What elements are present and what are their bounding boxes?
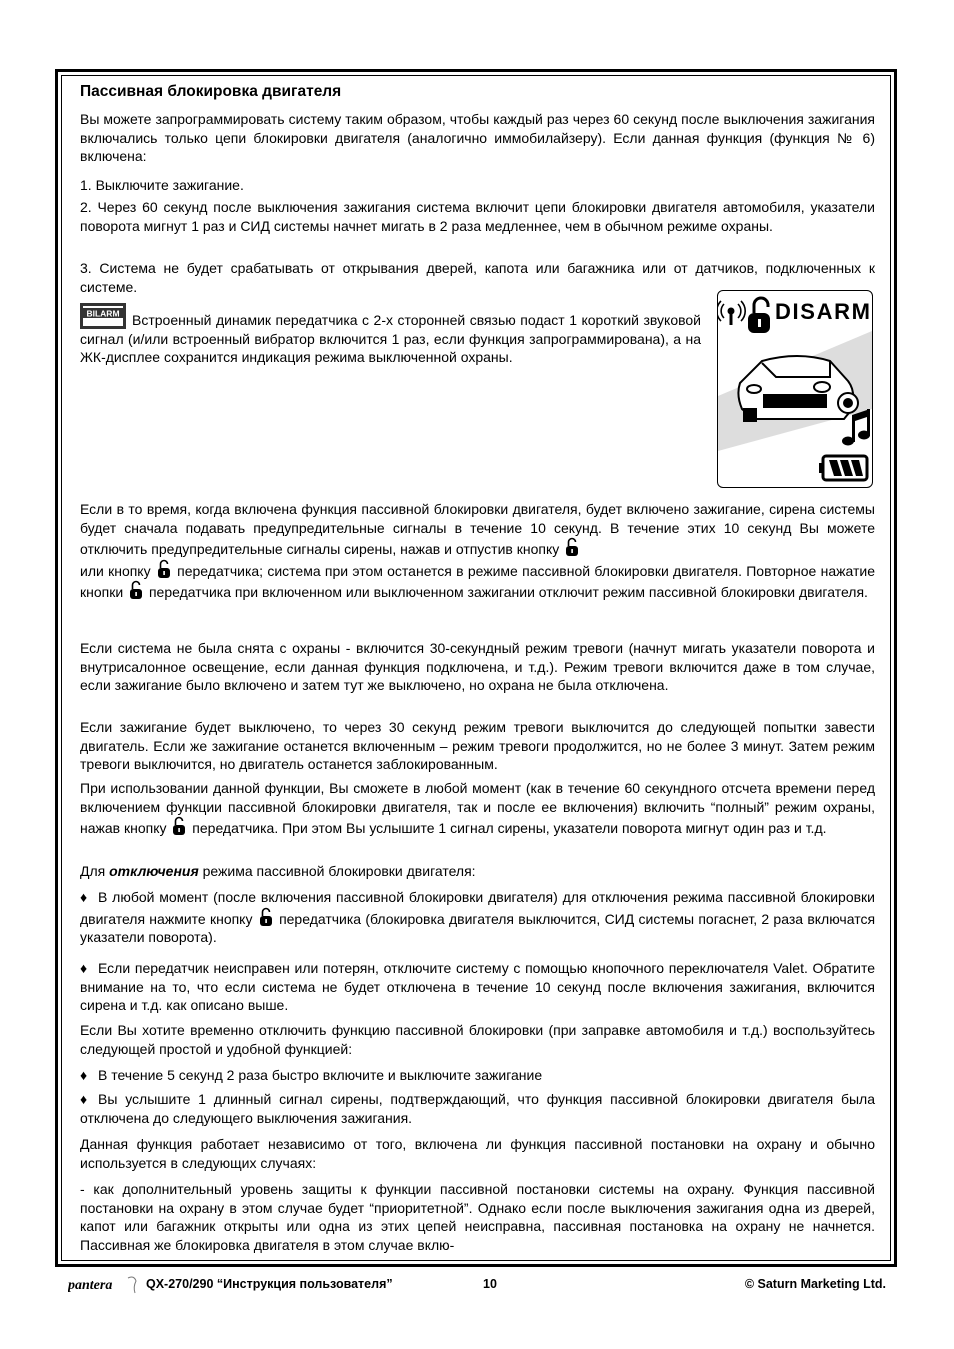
lock-button-icon	[565, 537, 579, 557]
unlock-icon	[748, 298, 770, 333]
temp-disable-paragraph: Если Вы хотите временно отключить функцию пассивной блокировки (при заправке автомобиля и т.д.) воспользуйтесь следующей простой и удобной функцией:	[80, 1022, 875, 1057]
bullet-4-text: Вы услышите 1 длинный сигнал сирены, подтверждающий, что функция пассивной блокировки двигателя была отключена до следующего выключения зажигания.	[80, 1091, 875, 1126]
unlock-button-icon	[129, 580, 143, 600]
full-arm-text-1: При использовании данной функции, Вы сможете в любой момент (как в течение 60 секундного отсчета времени перед включением функции пассивной блокировки двигателя, так и после ее включения) включить “полный” режим охраны, нажав кнопку	[80, 780, 875, 837]
last-paragraph: - как дополнительный уровень защиты к функции пассивной постановки системы на охрану. Функция пассивной постановки на охрану в этом случае будет “приоритетной”. Однако если после выключения зажигания одна из дверей, капот или багажник открыты или одна из этих цепей неисправна, пассивная постановка на охрану не начнется. Пассивная же блокировка двигателя в этом случае вклю-	[80, 1181, 875, 1253]
bilarm-logo-text: BILARM	[86, 308, 120, 319]
disable-prefix: Для	[80, 863, 110, 879]
full-arm-text-2: передатчика. При этом Вы услышите 1 сигнал сирены, указатели поворота мигнут один раз и т.д.	[192, 820, 827, 837]
disable-intro	[80, 862, 875, 881]
bilarm-paragraph	[80, 303, 701, 367]
section-title: Пассивная блокировка двигателя	[80, 83, 342, 100]
warning-text-4: передатчика при включенном или выключенном зажигании отключит режим пассивной блокировки двигателя.	[148, 584, 868, 601]
independent-paragraph: Данная функция работает независимо от того, включена ли функция пассивной постановки на охрану и обычно используется в следующих случаях:	[80, 1136, 875, 1171]
bullet-icon: ♦	[80, 1091, 88, 1107]
alarm-paragraph: Если система не была снята с охраны - включится 30-секундный режим тревоги (начнут мигать указатели поворота и внутрисалонное освещение, если данная функция подключена, и т.д.). Режим тревоги включится даже в том случае, если зажигание было включено и затем тут же выключено, но охрана не была отключена.	[80, 640, 875, 694]
bullet-1	[80, 888, 875, 947]
page-number: 10	[483, 1277, 497, 1291]
bullet-icon: ♦	[80, 960, 88, 976]
antenna-icon	[718, 301, 745, 325]
bullet-1-text-2: передатчика (блокировка двигателя выключится, СИД системы погаснет, 2 раза включатся указатели поворота).	[80, 910, 876, 946]
unlock-button-icon	[259, 907, 273, 927]
bullet-2-text: Если передатчик неисправен или потерян, отключите систему с помощью кнопочного переключателя Valet. Обратите внимание на то, что если система не будет отключена в течение 10 секунд после включения зажигания, включится сирена и т.д. как описано выше.	[80, 960, 875, 1014]
intro-paragraph: Вы можете запрограммировать систему таким образом, чтобы каждый раз через 60 секунд после выключения зажигания включались только цепи блокировки двигателя (аналогично иммобилайзеру). Если данная функция (функция № 6) включена:	[80, 111, 875, 165]
lock-button-icon	[172, 816, 186, 836]
step-3: 3. Система не будет срабатывать от открывания дверей, капота или багажника или от датчиков, подключенных к системе.	[80, 260, 875, 295]
warning-paragraph	[80, 500, 875, 602]
ignition-paragraph: Если зажигание будет выключено, то через 30 секунд режим тревоги выключится до следующей попытки завести двигатель. Если же зажигание останется включенным – режим тревоги продолжится, но не более 3 минут. Затем режим тревоги выключится, но двигатель останется заблокированным.	[80, 719, 875, 773]
warning-text-1: Если в то время, когда включена функция пассивной блокировки двигателя, будет включено зажигание, сирена системы будет сначала подавать предупредительные сигналы в течение 10 секунд. В течение этих 10 секунд Вы можете отключить предупредительные сигналы сирены, нажав и отпустив кнопку	[80, 501, 875, 558]
warning-text-3: передатчика; система при этом останется в режиме пассивной блокировки двигателя. Повторное нажатие кнопки	[80, 562, 875, 601]
pantera-logo	[68, 1274, 142, 1297]
step-1: 1. Выключите зажигание.	[80, 177, 244, 193]
bullet-1-text-1: В любой момент (после включения пассивной блокировки двигателя) для отключения режима пассивной блокировки двигателя нажмите кнопку	[80, 889, 875, 927]
bullet-icon: ♦	[80, 1067, 88, 1083]
full-arm-paragraph	[80, 779, 875, 838]
step-2: 2. Через 60 секунд после выключения зажигания система включит цепи блокировки двигателя автомобиля, указатели поворота мигнут 1 раз и СИД системы начнет мигать в 2 раза медленнее, чем в обычном режиме охраны.	[80, 199, 875, 234]
bullet-icon: ♦	[80, 889, 88, 905]
lcd-display-illustration	[717, 290, 873, 488]
warning-text-2: или кнопку	[80, 562, 151, 579]
battery-icon	[819, 456, 867, 480]
footer-copyright: © Saturn Marketing Ltd.	[744, 1277, 886, 1291]
pantera-logo-text: pantera	[68, 1278, 113, 1293]
bullet-3-text: В течение 5 секунд 2 раза быстро включите и выключите зажигание	[98, 1067, 543, 1083]
bilarm-logo-icon	[80, 303, 126, 329]
disable-suffix: режима пассивной блокировки двигателя:	[198, 863, 476, 879]
bilarm-text: Встроенный динамик передатчика с 2-х сторонней связью подаст 1 короткий звуковой сигнал (и/или встроенный вибратор включится 1 раз, если функция запрограммирована), а на ЖК-дисплее сохранится индикация режима выключенной охраны.	[80, 312, 701, 366]
bullet-4	[80, 1090, 875, 1127]
bullet-3	[80, 1066, 875, 1085]
disable-emphasis: отключения	[109, 863, 199, 879]
footer-doc-title: QX-270/290 “Инструкция пользователя”	[146, 1277, 393, 1291]
lcd-status-text: DISARM	[775, 299, 870, 324]
unlock-button-icon	[157, 559, 171, 579]
bullet-2	[80, 959, 875, 1015]
